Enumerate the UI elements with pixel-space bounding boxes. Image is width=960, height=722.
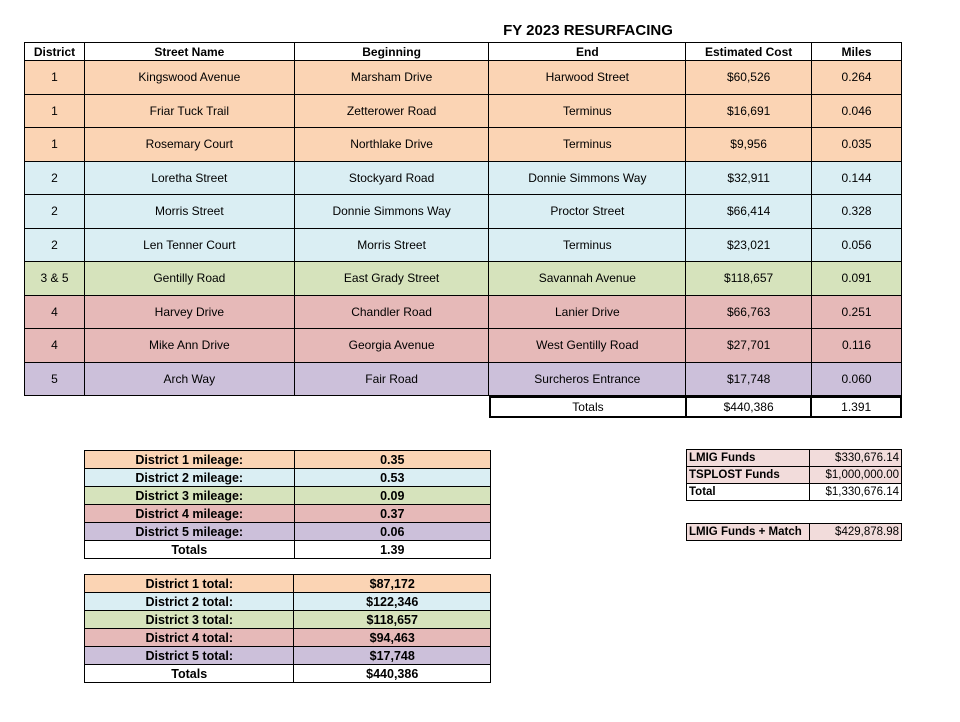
totals-miles: 1.391: [811, 397, 901, 417]
beginning-cell: Marsham Drive: [294, 61, 489, 95]
table-row: [25, 262, 902, 296]
mileage-row-totals-value: 1.39: [294, 541, 490, 559]
end-cell: Terminus: [489, 128, 686, 162]
column-header-street-name: Street Name: [84, 43, 294, 61]
totals-cost: $440,386: [686, 397, 811, 417]
district-total-row-totals-value: $440,386: [294, 665, 491, 683]
beginning-cell: Zetterower Road: [294, 94, 489, 128]
street-name-cell: Loretha Street: [84, 161, 294, 195]
table-row: [25, 362, 902, 396]
miles-cell: 0.060: [812, 362, 902, 396]
district-cell: 3 & 5: [25, 262, 85, 296]
lmig-funds-row: [687, 450, 902, 467]
district-cell: 4: [25, 329, 85, 363]
mileage-row-label: District 1 mileage:: [85, 451, 295, 469]
funds-table: [686, 449, 902, 501]
end-cell: Lanier Drive: [489, 295, 686, 329]
mileage-row-value: 0.53: [294, 469, 490, 487]
end-cell: Terminus: [489, 228, 686, 262]
estimated-cost-cell: $16,691: [686, 94, 812, 128]
beginning-cell: Georgia Avenue: [294, 329, 489, 363]
beginning-cell: Morris Street: [294, 228, 489, 262]
end-cell: Donnie Simmons Way: [489, 161, 686, 195]
totals-row: [490, 397, 901, 417]
table-body: [25, 61, 902, 396]
table-row: [25, 195, 902, 229]
district-total-row: [85, 575, 491, 593]
district-cell: 2: [25, 195, 85, 229]
table-row: [25, 94, 902, 128]
district-cost-body: [85, 575, 491, 683]
district-cell: 2: [25, 228, 85, 262]
beginning-cell: East Grady Street: [294, 262, 489, 296]
estimated-cost-cell: $32,911: [686, 161, 812, 195]
mileage-row: [85, 523, 491, 541]
district-total-row-value: $17,748: [294, 647, 491, 665]
mileage-row-value: 0.06: [294, 523, 490, 541]
totals-row-table: [489, 396, 902, 418]
district-total-row-label: District 1 total:: [85, 575, 294, 593]
miles-cell: 0.328: [812, 195, 902, 229]
beginning-cell: Fair Road: [294, 362, 489, 396]
end-cell: Terminus: [489, 94, 686, 128]
table-row: [25, 161, 902, 195]
column-header-miles: Miles: [812, 43, 902, 61]
district-cell: 2: [25, 161, 85, 195]
district-cell: 4: [25, 295, 85, 329]
funds-total-label: Total: [687, 484, 810, 501]
street-name-cell: Len Tenner Court: [84, 228, 294, 262]
table-row: [25, 329, 902, 363]
resurfacing-table: [24, 42, 902, 396]
district-cell: 1: [25, 61, 85, 95]
lmig-match-label: LMIG Funds + Match: [687, 524, 810, 541]
mileage-row-label: District 2 mileage:: [85, 469, 295, 487]
beginning-cell: Donnie Simmons Way: [294, 195, 489, 229]
district-total-row-value: $122,346: [294, 593, 491, 611]
district-cell: 5: [25, 362, 85, 396]
table-row: [25, 128, 902, 162]
tsplost-funds-row: [687, 467, 902, 484]
estimated-cost-cell: $118,657: [686, 262, 812, 296]
district-total-row-totals: [85, 665, 491, 683]
miles-cell: 0.144: [812, 161, 902, 195]
lmig-funds-label: LMIG Funds: [687, 450, 810, 467]
estimated-cost-cell: $60,526: [686, 61, 812, 95]
column-header-district: District: [25, 43, 85, 61]
mileage-row-value: 0.09: [294, 487, 490, 505]
street-name-cell: Harvey Drive: [84, 295, 294, 329]
lmig-match-value: $429,878.98: [810, 524, 902, 541]
funds-total-value: $1,330,676.14: [810, 484, 902, 501]
table-row: [25, 228, 902, 262]
column-header-end: End: [489, 43, 686, 61]
table-header-row: [25, 43, 902, 61]
page-title: FY 2023 RESURFACING: [503, 22, 673, 39]
street-name-cell: Gentilly Road: [84, 262, 294, 296]
mileage-row-label: District 5 mileage:: [85, 523, 295, 541]
district-total-row-label: District 2 total:: [85, 593, 294, 611]
district-total-row-label: District 3 total:: [85, 611, 294, 629]
district-mileage-table: [84, 450, 491, 559]
mileage-row: [85, 451, 491, 469]
miles-cell: 0.091: [812, 262, 902, 296]
miles-cell: 0.056: [812, 228, 902, 262]
mileage-row: [85, 487, 491, 505]
match-table: [686, 523, 902, 541]
lmig-funds-value: $330,676.14: [810, 450, 902, 467]
miles-cell: 0.264: [812, 61, 902, 95]
beginning-cell: Chandler Road: [294, 295, 489, 329]
estimated-cost-cell: $9,956: [686, 128, 812, 162]
estimated-cost-cell: $66,414: [686, 195, 812, 229]
district-total-row-value: $118,657: [294, 611, 491, 629]
street-name-cell: Arch Way: [84, 362, 294, 396]
street-name-cell: Morris Street: [84, 195, 294, 229]
end-cell: Surcheros Entrance: [489, 362, 686, 396]
beginning-cell: Stockyard Road: [294, 161, 489, 195]
lmig-match-row: [687, 524, 902, 541]
mileage-row-label: District 3 mileage:: [85, 487, 295, 505]
funds-total-row: [687, 484, 902, 501]
district-total-row-label: District 4 total:: [85, 629, 294, 647]
district-cost-table: [84, 574, 491, 683]
mileage-row: [85, 469, 491, 487]
tsplost-funds-value: $1,000,000.00: [810, 467, 902, 484]
column-header-estimated-cost: Estimated Cost: [686, 43, 812, 61]
end-cell: Savannah Avenue: [489, 262, 686, 296]
district-cell: 1: [25, 128, 85, 162]
miles-cell: 0.251: [812, 295, 902, 329]
beginning-cell: Northlake Drive: [294, 128, 489, 162]
miles-cell: 0.116: [812, 329, 902, 363]
street-name-cell: Kingswood Avenue: [84, 61, 294, 95]
table-row: [25, 61, 902, 95]
mileage-row: [85, 505, 491, 523]
district-total-row: [85, 647, 491, 665]
mileage-row-label: District 4 mileage:: [85, 505, 295, 523]
street-name-cell: Mike Ann Drive: [84, 329, 294, 363]
end-cell: West Gentilly Road: [489, 329, 686, 363]
mileage-body: [85, 451, 491, 559]
district-total-row: [85, 611, 491, 629]
street-name-cell: Rosemary Court: [84, 128, 294, 162]
miles-cell: 0.035: [812, 128, 902, 162]
mileage-row-totals: [85, 541, 491, 559]
estimated-cost-cell: $66,763: [686, 295, 812, 329]
district-total-row: [85, 629, 491, 647]
district-total-row-value: $87,172: [294, 575, 491, 593]
district-total-row-totals-label: Totals: [85, 665, 294, 683]
end-cell: Harwood Street: [489, 61, 686, 95]
table-row: [25, 295, 902, 329]
estimated-cost-cell: $23,021: [686, 228, 812, 262]
end-cell: Proctor Street: [489, 195, 686, 229]
district-total-row: [85, 593, 491, 611]
tsplost-funds-label: TSPLOST Funds: [687, 467, 810, 484]
miles-cell: 0.046: [812, 94, 902, 128]
mileage-row-value: 0.35: [294, 451, 490, 469]
mileage-row-value: 0.37: [294, 505, 490, 523]
mileage-row-totals-label: Totals: [85, 541, 295, 559]
estimated-cost-cell: $27,701: [686, 329, 812, 363]
district-total-row-value: $94,463: [294, 629, 491, 647]
totals-label: Totals: [490, 397, 686, 417]
estimated-cost-cell: $17,748: [686, 362, 812, 396]
street-name-cell: Friar Tuck Trail: [84, 94, 294, 128]
district-cell: 1: [25, 94, 85, 128]
district-total-row-label: District 5 total:: [85, 647, 294, 665]
column-header-beginning: Beginning: [294, 43, 489, 61]
